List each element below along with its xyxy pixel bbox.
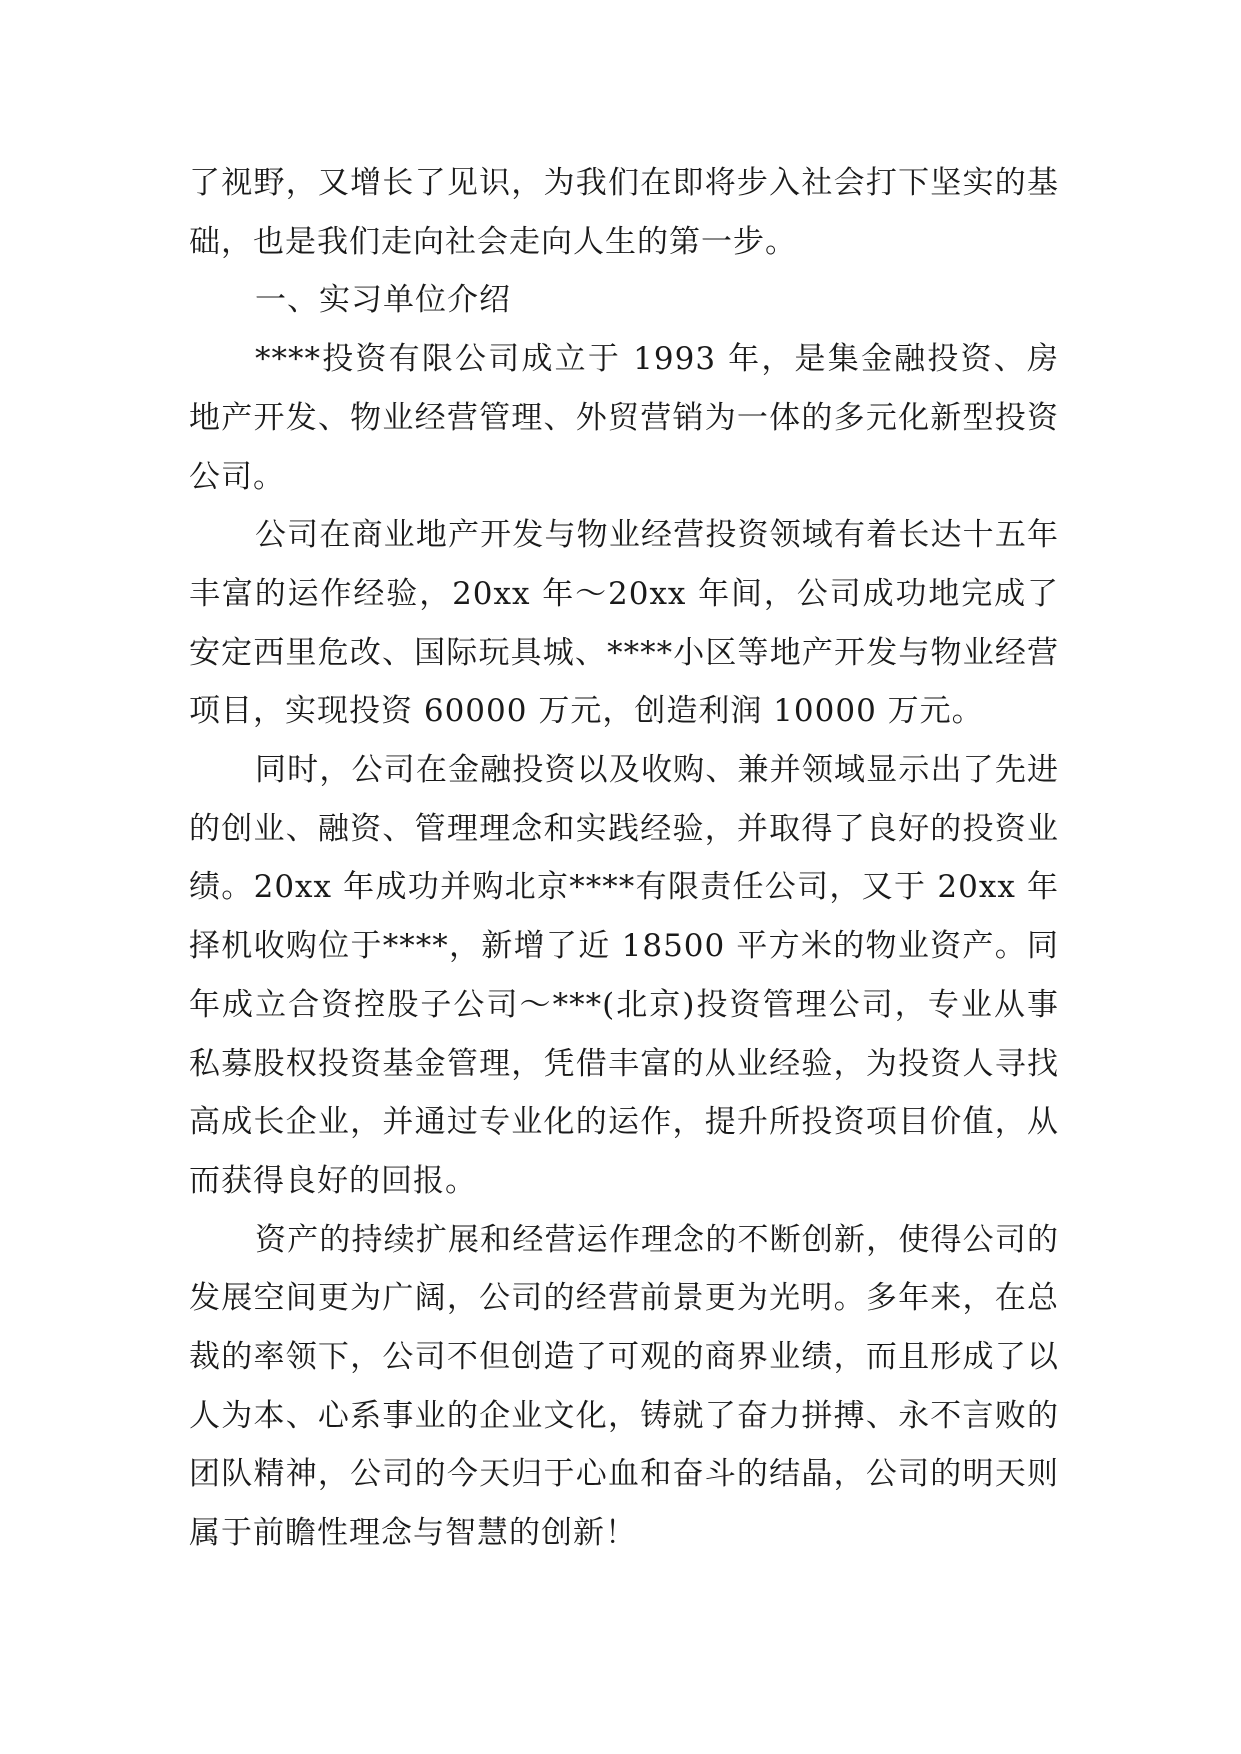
section-heading: 一、实习单位介绍 xyxy=(255,282,511,319)
document-body xyxy=(189,154,1059,1563)
paragraph-company-intro: ****投资有限公司成立于 1993 年，是集金融投资、房地产开发、物业经营管理、外贸营销为一体的多元化新型投资公司。 xyxy=(189,341,1059,495)
paragraph-real-estate: 公司在商业地产开发与物业经营投资领域有着长达十五年丰富的运作经验，20xx 年～20xx 年间，公司成功地完成了安定西里危改、国际玩具城、****小区等地产开发与物业经营项目，实现投资 60000 万元，创造利润 10000 万元。 xyxy=(189,517,1059,730)
paragraph-continuation: 了视野，又增长了见识，为我们在即将步入社会打下坚实的基础，也是我们走向社会走向人生的第一步。 xyxy=(189,165,1059,260)
paragraph-finance: 同时，公司在金融投资以及收购、兼并领域显示出了先进的创业、融资、管理理念和实践经验，并取得了良好的投资业绩。20xx 年成功并购北京****有限责任公司，又于 20xx 年择机收购位于****，新增了近 18500 平方米的物业资产。同年成立合资控股子公司～***(北京)投资管理公司，专业从事私募股权投资基金管理，凭借丰富的从业经验，为投资人寻找高成长企业，并通过专业化的运作，提升所投资项目价值，从而获得良好的回报。 xyxy=(189,752,1059,1199)
paragraph-culture: 资产的持续扩展和经营运作理念的不断创新，使得公司的发展空间更为广阔，公司的经营前景更为光明。多年来，在总裁的率领下，公司不但创造了可观的商界业绩，而且形成了以人为本、心系事业的企业文化，铸就了奋力拼搏、永不言败的团队精神，公司的今天归于心血和奋斗的结晶，公司的明天则属于前瞻性理念与智慧的创新！ xyxy=(189,1221,1059,1552)
